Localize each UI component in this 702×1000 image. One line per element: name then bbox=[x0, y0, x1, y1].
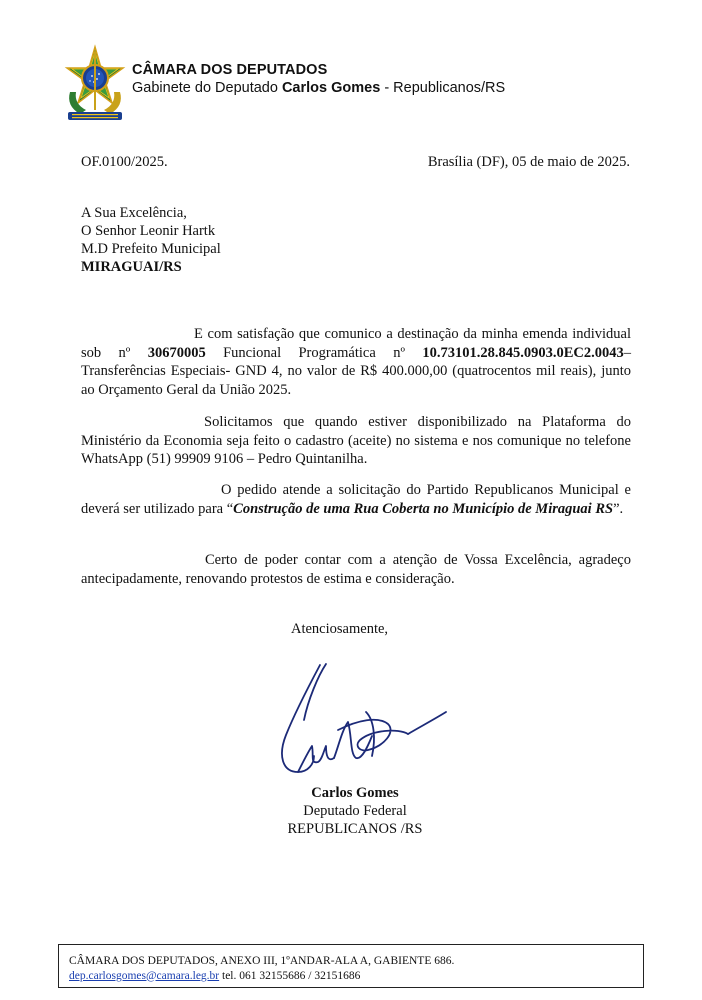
institution-name: CÂMARA DOS DEPUTADOS bbox=[132, 62, 328, 78]
paragraph-1 bbox=[81, 325, 631, 399]
recipient-line3: M.D Prefeito Municipal bbox=[81, 241, 221, 257]
footer-phone: tel. 061 32155686 / 32151686 bbox=[219, 969, 361, 982]
signatory-role: Deputado Federal bbox=[303, 803, 407, 819]
office-suffix: - Republicanos/RS bbox=[384, 80, 506, 96]
paragraph-3 bbox=[81, 481, 631, 518]
paragraph-4 bbox=[81, 551, 631, 588]
p1-text-3: – Transferências Especiais- GND 4, no valor de R$ 400.000,00 (quatrocentos mil reais), junto ao Orçamento Geral da União 2025. bbox=[81, 344, 632, 398]
office-name: Carlos Gomes bbox=[281, 80, 381, 96]
signatory-name: Carlos Gomes bbox=[311, 785, 399, 801]
recipient-line4: MIRAGUAI/RS bbox=[81, 259, 182, 275]
footer-box bbox=[58, 944, 644, 988]
office-line bbox=[132, 79, 505, 97]
p1-text-2: Funcional Programática nº bbox=[205, 344, 423, 361]
footer-address: CÂMARA DOS DEPUTADOS, ANEXO III, 1ºANDAR-ALA A, GABIENTE 686. bbox=[69, 955, 455, 967]
recipient-line1: A Sua Excelência, bbox=[81, 205, 187, 221]
handwritten-signature bbox=[268, 660, 458, 785]
letterhead-text bbox=[132, 62, 505, 97]
letter-reference: OF.0100/2025. bbox=[81, 154, 168, 170]
signatory-party: REPUBLICANOS /RS bbox=[287, 821, 423, 837]
closing: Atenciosamente, bbox=[291, 621, 389, 637]
footer-email-link[interactable]: dep.carlosgomes@camara.leg.br bbox=[69, 969, 220, 982]
program-code: 10.73101.28.845.0903.0EC2.0043 bbox=[422, 344, 624, 361]
p3-text-1: O pedido atende a solicitação do Partido Republicanos Municipal e deverá ser utilizado para “ bbox=[81, 482, 631, 517]
signature-block bbox=[260, 784, 450, 838]
office-prefix: Gabinete do Deputado bbox=[132, 80, 278, 96]
paragraph-2 bbox=[81, 413, 631, 469]
letterhead bbox=[60, 44, 660, 124]
project-title: Construção de uma Rua Coberta no Município de Miraguai RS bbox=[233, 500, 614, 517]
p4-text: Certo de poder contar com a atenção de Vossa Excelência, agradeço antecipadamente, renovando protestos de estima e consideração. bbox=[81, 552, 631, 587]
amendment-number: 30670005 bbox=[147, 344, 206, 361]
recipient-line2: O Senhor Leonir Hartk bbox=[81, 223, 216, 239]
footer-contact bbox=[69, 969, 633, 984]
p1-text-1: E com satisfação que comunico a destinação da minha emenda individual sob nº bbox=[81, 326, 631, 361]
p3-text-2: ”. bbox=[613, 500, 624, 517]
coat-of-arms-icon bbox=[60, 44, 130, 124]
p2-text: Solicitamos que quando estiver disponibilizado na Plataforma do Ministério da Economia seja feito o cadastro (aceite) no sistema e nos comunique no telefone WhatsApp (51) 99909 9106 – Pedro Quintanilha. bbox=[81, 414, 631, 467]
place-date: Brasília (DF), 05 de maio de 2025. bbox=[427, 154, 630, 170]
